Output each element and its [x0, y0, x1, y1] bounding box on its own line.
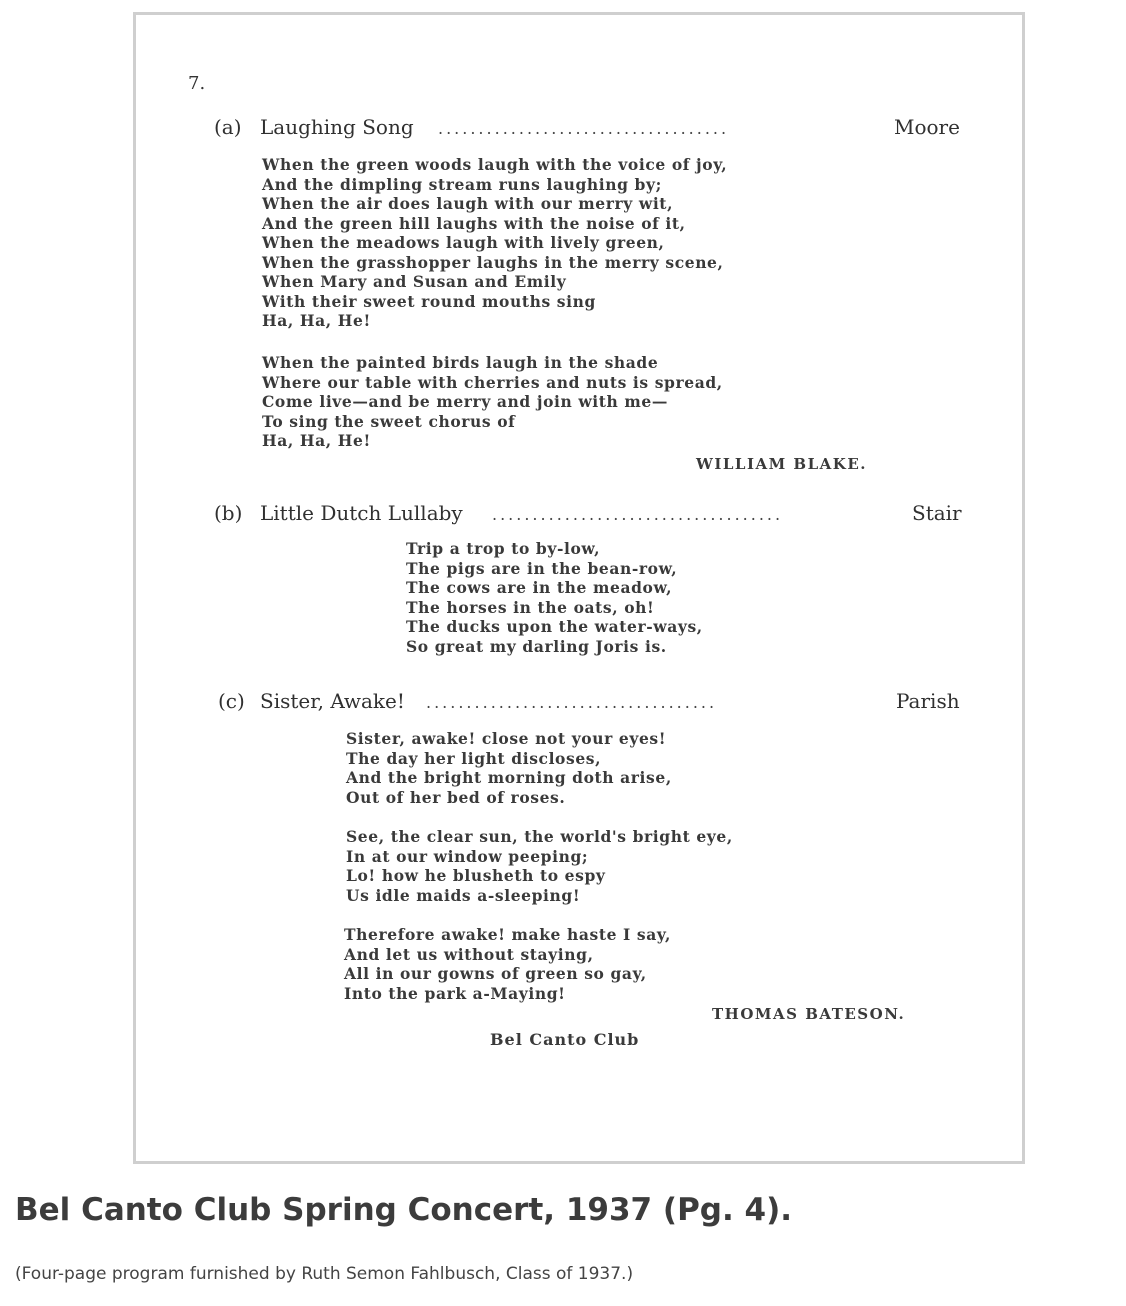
verse-b-1 [406, 539, 703, 656]
verse-line: Sister, awake! close not your eyes! [346, 729, 667, 748]
verse-line: When the meadows laugh with lively green, [262, 233, 665, 252]
verse-line: Trip a trop to by-low, [406, 539, 601, 558]
verse-line: The horses in the oats, oh! [406, 597, 655, 617]
verse-c-2 [346, 827, 733, 905]
song-tag: (c) [218, 689, 245, 713]
caption-subtitle: (Four-page program furnished by Ruth Semon Fahlbusch, Class of 1937.) [15, 1264, 634, 1284]
verse-c-3 [344, 925, 671, 1003]
verse-line: Into the park a-Maying! [344, 983, 566, 1003]
caption-title: Bel Canto Club Spring Concert, 1937 (Pg. 4). [15, 1192, 793, 1228]
song-title: Sister, Awake! [260, 689, 405, 713]
song-heading-b [136, 501, 1022, 531]
verse-line: And let us without staying, [344, 944, 594, 964]
verse-line: The day her light discloses, [346, 748, 602, 768]
song-tag: (a) [214, 115, 242, 139]
verse-line: The pigs are in the bean-row, [406, 558, 678, 578]
verse-line: Therefore awake! make haste I say, [344, 925, 671, 944]
leader-dots: .................................... [492, 505, 784, 524]
verse-line: See, the clear sun, the world's bright eye, [346, 827, 733, 846]
song-composer: Moore [894, 115, 960, 139]
song-title: Little Dutch Lullaby [260, 501, 463, 525]
verse-line: Lo! how he blusheth to espy [346, 866, 606, 885]
verse-line: Come live—and be merry and join with me— [262, 392, 668, 411]
verse-line: The ducks upon the water-ways, [406, 617, 703, 636]
page-number: 7. [188, 73, 206, 94]
verse-line: All in our gowns of green so gay, [344, 964, 647, 983]
song-composer: Parish [896, 689, 960, 713]
program-page-content [136, 15, 1022, 1161]
club-name: Bel Canto Club [490, 1030, 640, 1049]
verse-line: When the air does laugh with our merry wit, [262, 194, 674, 213]
verse-line: In at our window peeping; [346, 846, 589, 866]
verse-line: Ha, Ha, He! [262, 311, 371, 330]
verse-a-2 [262, 353, 723, 451]
verse-line: With their sweet round mouths sing [262, 291, 596, 311]
verse-line: And the dimpling stream runs laughing by; [262, 174, 662, 194]
leader-dots: .................................... [426, 693, 718, 712]
verse-a-1 [262, 155, 727, 331]
verse-line: Where our table with cherries and nuts is spread, [262, 372, 723, 392]
verse-line: And the bright morning doth arise, [346, 768, 672, 787]
verse-line: To sing the sweet chorus of [262, 411, 516, 431]
verse-line: When the grasshopper laughs in the merry scene, [262, 252, 724, 272]
song-composer: Stair [912, 501, 962, 525]
author-credit: WILLIAM BLAKE. [696, 455, 867, 473]
verse-line: Ha, Ha, He! [262, 431, 371, 450]
leader-dots: .................................... [438, 119, 730, 138]
author-credit: THOMAS BATESON. [712, 1005, 906, 1023]
verse-line: The cows are in the meadow, [406, 578, 673, 597]
verse-line: Out of her bed of roses. [346, 787, 566, 807]
song-title: Laughing Song [260, 115, 414, 139]
verse-line: When the painted birds laugh in the shade [262, 353, 659, 372]
scanned-program-page [133, 12, 1025, 1164]
song-heading-a [136, 115, 1022, 145]
verse-line: So great my darling Joris is. [406, 636, 667, 656]
verse-line: And the green hill laughs with the noise of it, [262, 213, 686, 233]
song-heading-c [136, 689, 1022, 719]
verse-c-1 [346, 729, 672, 807]
verse-line: Us idle maids a-sleeping! [346, 885, 581, 905]
verse-line: When Mary and Susan and Emily [262, 272, 567, 291]
verse-line: When the green woods laugh with the voice of joy, [262, 155, 728, 174]
song-tag: (b) [214, 501, 243, 525]
